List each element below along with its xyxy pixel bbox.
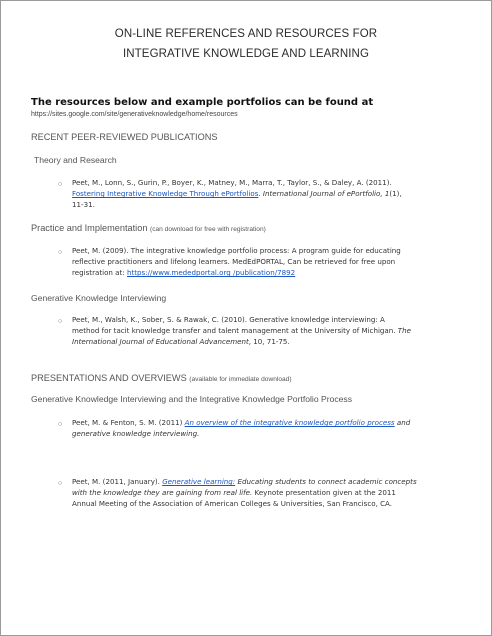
lead-text: The resources below and example portfolios can be found at xyxy=(31,97,374,108)
bullet-icon: ○ xyxy=(58,421,63,428)
bullet-icon: ○ xyxy=(58,480,63,487)
subheading-theory-research: Theory and Research xyxy=(34,155,117,165)
subheading-generative-knowledge: Generative Knowledge Interviewing xyxy=(31,293,167,303)
bullet-icon: ○ xyxy=(58,318,63,325)
document-title-line-1: ON-LINE REFERENCES AND RESOURCES FOR xyxy=(114,28,378,40)
reference-4: Peet, M. & Fenton, S. M. (2011) An overview of the integrative knowledge portfolio process and generative knowledge interviewing. xyxy=(72,418,411,438)
reference-2: Peet, M. (2009). The integrative knowledge portfolio process: A program guide for educating reflective practitioners and lifelong learners. MedEdPORTAL, Can be retrieved for free upon registration at: https://www.mededportal.org /publication/7892 xyxy=(72,246,401,277)
link-integrative-portfolio-overview[interactable]: An overview of the integrative knowledge portfolio process xyxy=(184,418,395,427)
link-generative-learning[interactable]: Generative learning: xyxy=(162,477,236,486)
link-mededportal[interactable]: https://www.mededportal.org /publication/7892 xyxy=(126,268,296,277)
link-fostering-integrative-knowledge[interactable]: Fostering Integrative Knowledge Through ePortfolios xyxy=(72,189,259,198)
reference-5: Peet, M. (2011, January). Generative learning: Educating students to connect academic concepts with the knowledge they are gaining from real life. Keynote presentation given at the 2011 Annual Meeting of the Association of American Colleges & Universities, San Francisco, CA. xyxy=(72,477,417,508)
section-presentations-overviews: PRESENTATIONS AND OVERVIEWS (available for immediate download) xyxy=(31,373,292,383)
resources-url[interactable]: https://sites.google.com/site/generativeknowledge/home/resources xyxy=(31,111,238,118)
subheading-practice-implementation: Practice and Implementation (can download for free with registration) xyxy=(31,223,266,233)
document-title-line-2: INTEGRATIVE KNOWLEDGE AND LEARNING xyxy=(122,48,369,60)
reference-3: Peet, M., Walsh, K., Sober, S. & Rawak, C. (2010). Generative knowledge interviewing: A method for tacit knowledge transfer and talent management at the University of Michigan. The International Journal of Educational Advancement, 10, 71-75. xyxy=(72,315,411,346)
reference-1: Peet, M., Lonn, S., Gurin, P., Boyer, K., Matney, M., Marra, T., Taylor, S., & Daley, A. (2011). Fostering Integrative Knowledge Through ePortfolios. International Journal of ePortfolio, 1(1), 11-31. xyxy=(72,178,402,209)
bullet-icon: ○ xyxy=(58,181,63,188)
bullet-icon: ○ xyxy=(58,249,63,256)
subheading-gki-portfolio-process: Generative Knowledge Interviewing and the Integrative Knowledge Portfolio Process xyxy=(31,394,353,404)
section-recent-publications: RECENT PEER-REVIEWED PUBLICATIONS xyxy=(31,132,218,142)
